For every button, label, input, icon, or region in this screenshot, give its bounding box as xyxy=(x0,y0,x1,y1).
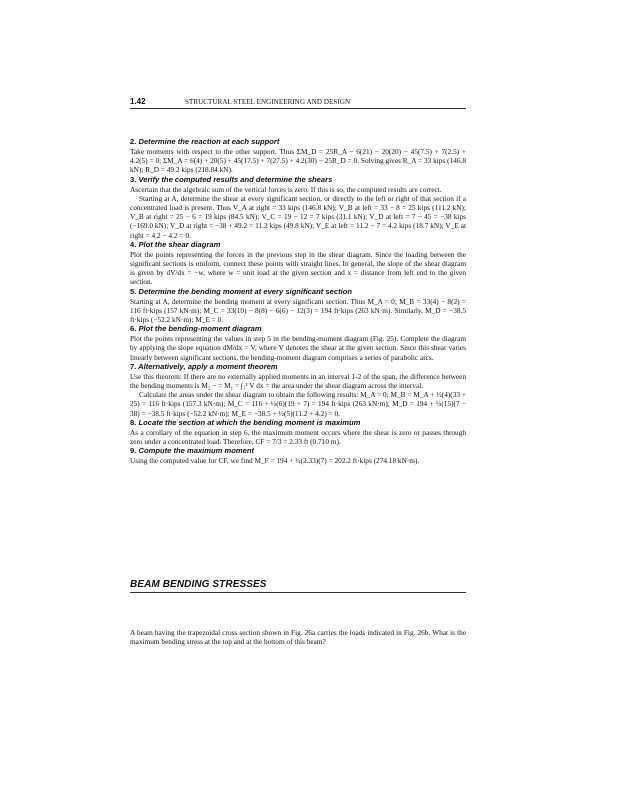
step-heading xyxy=(130,240,466,250)
step-paragraph: Take moments with respect to the other support. Thus ΣM_D = 25R_A − 6(21) − 20(20) − 45(7.5) + 7(2.5) + 4.2(5) = 0; ΣM_A = 6(4) + 20(5) + 45(17.5) + 7(27.5) + 4.2(30) − 25R_D = 0. Solving gives R_A = 33 kips (146.8 kN); R_D = 49.2 kips (218.84 kN). xyxy=(130,147,466,175)
step-paragraph: Ascertain that the algebraic sum of the vertical forces is zero. If this is so, the computed results are correct. xyxy=(130,184,442,194)
section-heading: BEAM BENDING STRESSES xyxy=(130,579,267,590)
step-heading xyxy=(130,137,466,147)
step-title: Determine the bending moment at every significant section xyxy=(138,286,352,296)
step-number: 2. xyxy=(130,137,137,146)
step-heading xyxy=(130,175,466,185)
step-title: Alternatively, apply a moment theorem xyxy=(138,361,278,371)
problem-statement: A beam having the trapezoidal cross section shown in Fig. 26a carries the loads indicated in Fig. 26b. What is the maximum bending stress at the top and at the bottom of this beam? xyxy=(130,628,466,647)
step-title: Compute the maximum moment xyxy=(138,446,255,456)
step-paragraph: Calculate the areas under the shear diagram to obtain the following results: M_A = 0; M_B = M_A + ½(4)(33 + 25) = 116 ft·kips (157.3 kN·m); M_C = 116 + ½(6)(19 + 7) = 194 ft·kips (263 kN·m); M_D = 194 + ½(15)(7 − 38) = −38.5 ft·kips (−52.2 kN·m); M_E = −38.5 + ½(5)(11.2 + 4.2) = 0. xyxy=(130,390,466,418)
step-paragraph: Plot the points representing the values in step 5 in the bending-moment diagram (Fig. 25). Complete the diagram by applying the slope equation dM/dx = V, where V denotes the shear at the given section. Since this shear varies linearly between significant sections, the bending-moment diagram comprises a series of parabolic arcs. xyxy=(130,334,466,362)
step-number: 7. xyxy=(130,361,137,371)
step-title: Plot the bending-moment diagram xyxy=(138,324,262,334)
step-paragraph: Starting at A, determine the bending moment at every significant section. Thus M_A = 0; M_B = 33(4) − 8(2) = 116 ft·kips (157 kN·m); M_C = 33(10) − 8(8) − 6(6) − 12(3) = 194 ft·kips (263 kN·m). Similarly, M_D = −38.5 ft·kips (−52.2 kN·m); M_E = 0. xyxy=(130,296,466,325)
step-paragraph: Starting at A, determine the shear at every significant section, or directly to the left or right of that section if a concentrated load is present. Thus V_A at right = 33 kips (146.8 kN); V_B at left = 33 − 8 = 25 kips (111.2 kN); V_B at right = 25 − 6 = 19 kips (84.5 kN); V_C = 19 − 12 = 7 kips (31.1 kN); V_D at left = 7 − 45 = −38 kips (−169.0 kN); V_D at right = −38 + 49.2 = 11.2 kips (49.8 kN); V_E at left = 11.2 − 7 = 4.2 kips (18.7 kN); V_E at right = 4.2 − 4.2 = 0. xyxy=(130,193,466,240)
step-heading xyxy=(130,287,466,297)
step-heading xyxy=(130,418,466,428)
step-heading xyxy=(130,446,466,456)
page-number: 1.42 xyxy=(130,97,146,106)
step-title: Plot the shear diagram xyxy=(138,239,221,249)
step-number: 8. xyxy=(130,417,137,427)
step-paragraph: Plot the points representing the forces in the previous step in the shear diagram. Since the loading between the significant sections is uniform, connect these points with straight lines. In general, the slope of the shear diagram is given by dV/dx = −w, where w = unit load at the given section and x = distance from left end to the given section. xyxy=(130,249,466,287)
step-number: 3. xyxy=(130,174,137,184)
step-paragraph: As a corollary of the equation in step 6, the maximum moment occurs where the shear is zero or passes through zero under a concentrated load. Therefore, CF = 7/3 = 2.33 ft (0.710 m). xyxy=(130,427,466,447)
running-title: STRUCTURAL STEEL ENGINEERING AND DESIGN xyxy=(185,98,351,106)
step-title: Determine the reaction at each support xyxy=(138,137,280,146)
step-heading xyxy=(130,324,466,334)
step-paragraph: Using the computed value for CF, we find M_F = 194 + ½(2.33)(7) = 202.2 ft·kips (274.18 kN·m). xyxy=(130,456,420,466)
solution-steps xyxy=(130,137,466,465)
running-header xyxy=(130,97,466,106)
step-paragraph: Use this theorem: If there are no externally applied moments in an interval 1-2 of the span, the difference between the bending moments is M₂ − = M₁ = ∫₁² V dx = the area under the shear diagram across the interval. xyxy=(130,371,466,391)
step-number: 9. xyxy=(130,446,137,456)
step-number: 4. xyxy=(130,239,137,249)
step-title: Verify the computed results and determine the shears xyxy=(138,174,333,184)
step-number: 6. xyxy=(130,324,137,334)
step-number: 5. xyxy=(130,286,137,296)
section-rule xyxy=(130,592,466,593)
step-title: Locate the section at which the bending moment is maximum xyxy=(138,417,361,427)
header-rule xyxy=(130,108,466,109)
step-heading xyxy=(130,362,466,372)
